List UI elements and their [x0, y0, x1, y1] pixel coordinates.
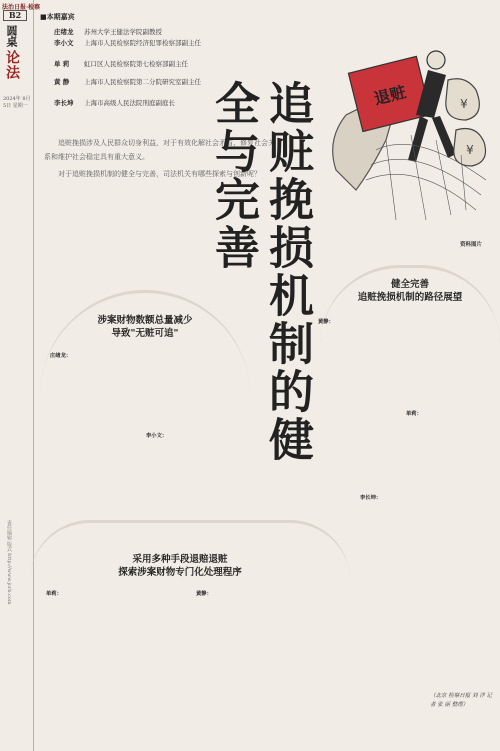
- speaker-name: 庄绪龙：: [50, 353, 72, 359]
- guest-name: 李小文: [54, 39, 74, 47]
- guest-name: 单 莉: [54, 60, 70, 68]
- guest-title: 上海市高级人民法院刑庭副庭长: [84, 99, 175, 107]
- svg-text:¥: ¥: [466, 143, 474, 157]
- person-head-icon: [427, 51, 445, 69]
- section-3-body-col-2: [406, 318, 494, 698]
- headline: 追赃挽损机制的健全与完善: [207, 80, 314, 464]
- section-3-heading: [320, 278, 500, 304]
- section-1-body-col-1: [50, 352, 136, 520]
- guest-title: 上海市人民检察院经济犯罪检察部副主任: [84, 39, 201, 47]
- speaker-name: 李长坤：: [360, 495, 382, 501]
- section-2-body-col-1: [46, 590, 188, 740]
- masthead-column: [0, 0, 41, 751]
- section-1-heading: [45, 314, 245, 340]
- section-1-heading-line: 导致"无赃可追": [111, 328, 179, 339]
- section-1-heading-line: 涉案财物数额总量减少: [97, 315, 193, 326]
- guest-heading: ■本期嘉宾: [40, 12, 75, 21]
- section-2-body-col-2: [196, 590, 338, 740]
- intro-paragraph: 对于追赃挽损机制的健全与完善，司法机关有哪些探索与创新呢？: [58, 170, 261, 178]
- speaker-name: 单莉：: [406, 411, 422, 417]
- guest-name: 庄绪龙: [54, 28, 74, 36]
- section-3-heading-line: 健全完善: [390, 279, 429, 290]
- issue-date: 2024年 8月5日 星期一: [3, 96, 31, 109]
- section-3-heading-line: 追赃挽损机制的路径展望: [357, 292, 463, 303]
- speaker-name: 单莉：: [46, 591, 62, 597]
- guest-name: 李长坤: [54, 99, 74, 107]
- section-2-heading: [80, 553, 280, 579]
- speaker-name: 黄静：: [196, 591, 212, 597]
- side-footer: 责任编辑 版式 http://www.jcrb.com: [6, 520, 12, 605]
- page-number: B2: [3, 10, 27, 21]
- svg-text:¥: ¥: [460, 97, 468, 111]
- speaker-name: 黄静：: [318, 319, 334, 325]
- section-3-body-col-1: [318, 318, 400, 488]
- section-title: 论法: [4, 50, 20, 80]
- section-3-body-col-3: [360, 494, 400, 704]
- section-2-heading-line: 探索涉案财物专门化处理程序: [118, 567, 242, 578]
- intro-paragraph: 追赃挽损涉及人民群众切身利益，对于有效化解社会矛盾、修复社会关系和维护社会稳定具有重大意义。: [44, 139, 275, 161]
- paper-name: 法治日报·检察: [2, 4, 41, 11]
- guest-title: 苏州大学王健法学院副教授: [84, 28, 162, 36]
- image-credit: 资料图片: [460, 242, 483, 248]
- guest-name: 黄 静: [54, 78, 70, 86]
- illustration: [316, 20, 496, 230]
- sign-text: 退赃: [372, 82, 408, 109]
- section-name: 圆桌: [5, 25, 18, 47]
- editor-signature: （北京 检察日报 刘 洋 记者 张 丽 整理）: [430, 693, 492, 708]
- section-2-heading-line: 采用多种手段退赔退赃: [132, 554, 228, 565]
- speaker-name: 李小文：: [146, 433, 168, 439]
- guest-title: 上海市人民检察院第二分院研究室副主任: [84, 78, 201, 86]
- guest-title: 虹口区人民检察院第七检察部副主任: [84, 60, 188, 68]
- section-1-body-col-2: [146, 352, 232, 520]
